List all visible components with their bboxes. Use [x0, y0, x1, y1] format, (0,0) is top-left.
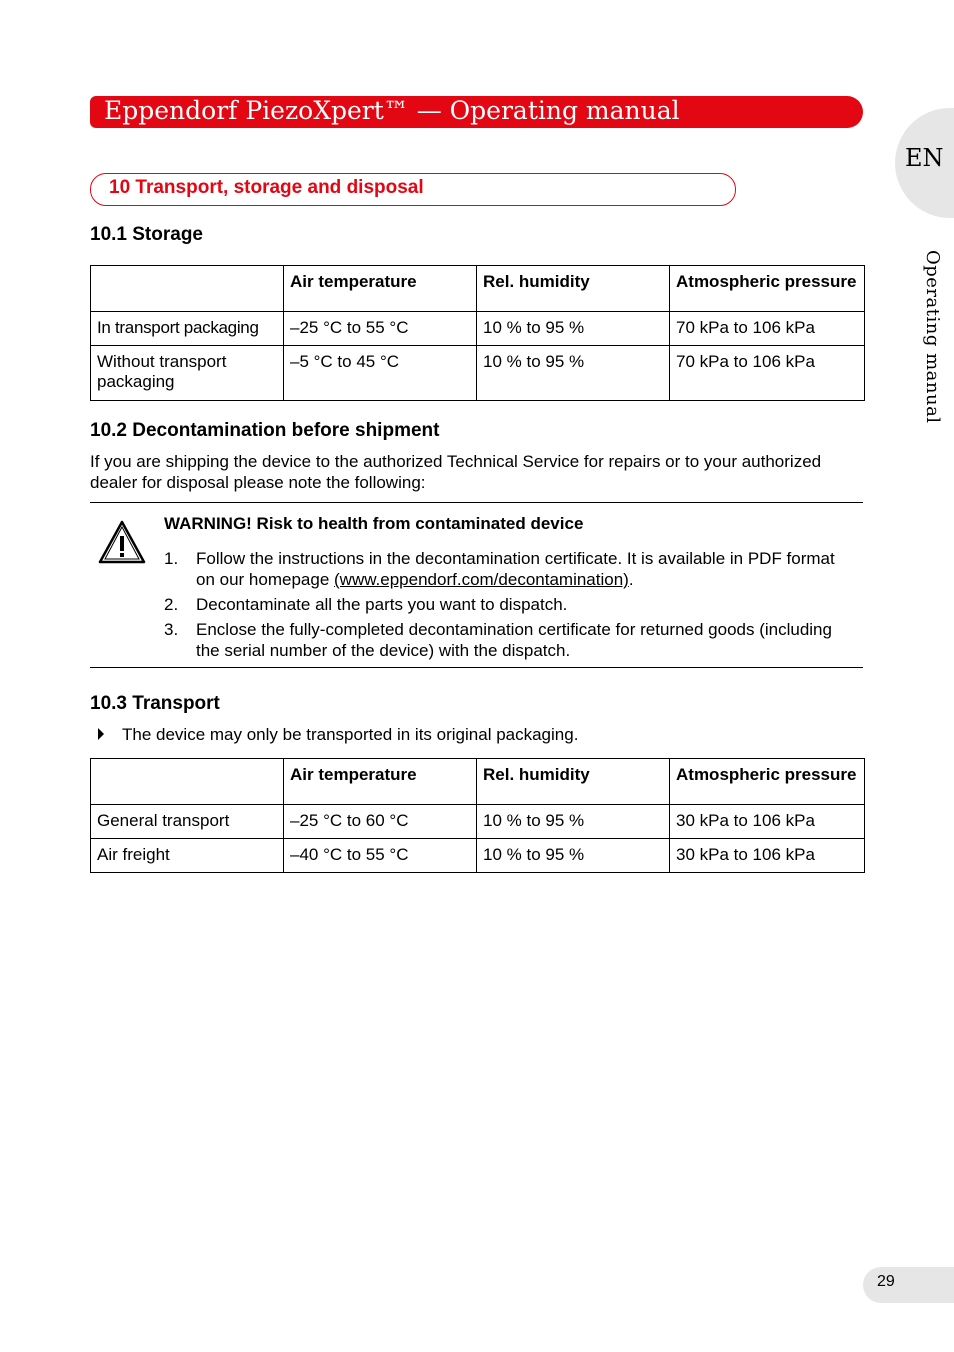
section-title-storage: 10.1 Storage [90, 224, 203, 245]
table-cell: 70 kPa to 106 kPa [670, 312, 865, 346]
intro-paragraph: If you are shipping the device to the authorized Technical Service for repairs or to your authorized dealer for disposal please note the following: [90, 452, 822, 492]
table-cell: General transport [91, 805, 284, 839]
table-header-row [91, 266, 865, 312]
transport-note: The device may only be transported in its original packaging. [122, 725, 579, 744]
transport-table [90, 758, 865, 873]
warning-triangle-icon [98, 520, 146, 564]
table-cell: –40 °C to 55 °C [284, 839, 477, 873]
section-title-decontamination: 10.2 Decontamination before shipment [90, 420, 440, 441]
document-title: Eppendorf PiezoXpert™ — Operating manual [104, 96, 680, 125]
page-number-tab [863, 1267, 954, 1303]
decontamination-link[interactable]: (www.eppendorf.com/decontamination) [334, 570, 629, 589]
table-cell: 70 kPa to 106 kPa [670, 346, 865, 401]
table-cell: 30 kPa to 106 kPa [670, 805, 865, 839]
table-row [91, 839, 865, 873]
chapter-heading-box [90, 173, 736, 206]
table-cell: 10 % to 95 % [477, 839, 670, 873]
table-cell: –25 °C to 60 °C [284, 805, 477, 839]
step-text: Enclose the fully-completed decontamination certificate for returned goods (including the serial number of the device) with the dispatch. [196, 620, 832, 660]
step-number: 3. [164, 620, 179, 639]
section-title-transport: 10.3 Transport [90, 693, 220, 714]
table-row [91, 805, 865, 839]
divider [90, 502, 863, 503]
table-row [91, 346, 865, 401]
list-item [164, 594, 854, 615]
language-tab [895, 108, 954, 218]
table-cell: 10 % to 95 % [477, 346, 670, 401]
step-text: Decontaminate all the parts you want to dispatch. [196, 595, 568, 614]
table-cell: Without transport packaging [91, 346, 284, 401]
table-header-cell: Air temperature [284, 266, 477, 312]
language-label: EN [905, 144, 944, 172]
storage-table [90, 265, 865, 401]
table-header-cell: Atmospheric pressure [670, 759, 865, 805]
side-label: Operating manual [922, 250, 943, 424]
table-cell: 30 kPa to 106 kPa [670, 839, 865, 873]
table-header-cell [91, 266, 284, 312]
table-cell: 10 % to 95 % [477, 312, 670, 346]
table-cell: 10 % to 95 % [477, 805, 670, 839]
decontamination-steps [164, 548, 854, 665]
step-text: Follow the instructions in the decontamination certificate. It is available in PDF format on our homepage [196, 549, 835, 589]
divider [90, 667, 863, 668]
table-header-cell: Rel. humidity [477, 759, 670, 805]
step-number: 2. [164, 595, 179, 614]
table-header-cell [91, 759, 284, 805]
bullet-arrow-icon [98, 728, 104, 740]
table-cell: Air freight [91, 839, 284, 873]
header-banner [90, 96, 863, 128]
table-cell: –5 °C to 45 °C [284, 346, 477, 401]
table-row [91, 312, 865, 346]
step-number: 1. [164, 549, 179, 568]
chapter-title: 10 Transport, storage and disposal [109, 177, 424, 198]
list-item [164, 548, 854, 590]
step-text-end: . [628, 570, 634, 589]
table-header-cell: Atmospheric pressure [670, 266, 865, 312]
page-number: 29 [877, 1273, 895, 1290]
list-item [164, 619, 854, 661]
warning-title: WARNING! Risk to health from contaminated device [164, 514, 584, 533]
table-header-cell: Rel. humidity [477, 266, 670, 312]
table-cell: In transport packaging [91, 312, 284, 346]
table-cell: –25 °C to 55 °C [284, 312, 477, 346]
table-header-cell: Air temperature [284, 759, 477, 805]
table-header-row [91, 759, 865, 805]
